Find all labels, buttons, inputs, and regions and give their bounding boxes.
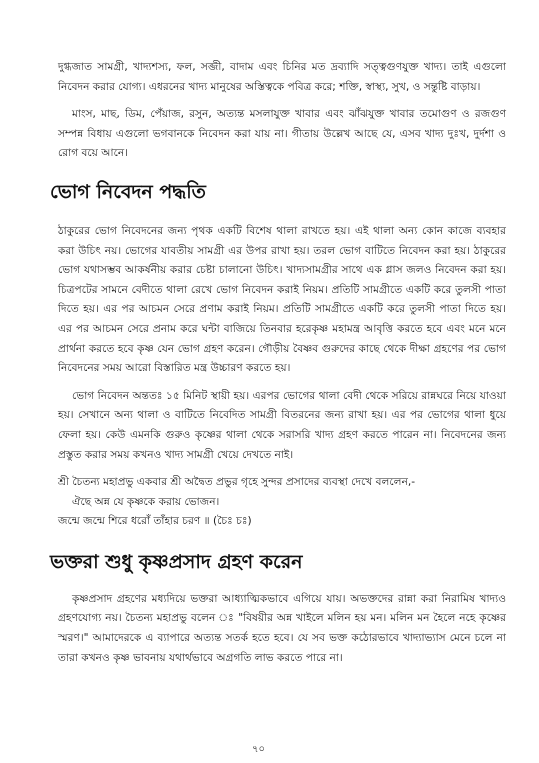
page-number: ৭০ — [252, 744, 266, 755]
heading-devotees-prasad: ভক্তরা শুধু কৃষ্ণপ্রসাদ গ্রহণ করেন — [50, 550, 303, 573]
quote-block — [58, 473, 506, 532]
paragraph-offering-duration: ভোগ নিবেদন অন্ততঃ ১৫ মিনিট স্থায়ী হয়। এরপর ভোগের থালা বেদী থেকে সরিয়ে রান্নঘরে নিয়ে যাওয়া হয়। সেখানে অন্য থালা ও বাটিতে নিবেদিত সামগ্রী বিতরনের জন্য রাখা হয়। এর পর ভোগের থালা ধুয়ে ফেলা হয়। কেউ এমনকি গুরুও কৃষ্ণের থালা থেকে সরাসরি খাদ্য গ্রহণ করতে পারেন না। নিবেদনের জন্য প্রস্তুত করার সময় কখনও খাদ্য সামগ্রী খেয়ে দেখতে নাই। — [58, 389, 506, 461]
paragraph-offering-method: ঠাকুরের ভোগ নিবেদনের জন্য পৃথক একটি বিশেষ থালা রাখতে হয়। এই থালা অন্য কোন কাজে ব্যবহার করা উচিৎ নয়। ভোগের যাবতীয় সামগ্রী এর উপর রাখা হয়। তরল ভোগ বাটিতে নিবেদন করা হয়। ঠাকুরের ভোগ যথাসম্ভব আকর্ষনীয় করার চেষ্টা চালানো উচিৎ। খাদ্যসামগ্রীর সাথে এক গ্লাস জলও নিবেদন করা হয়। চিত্রপটের সামনে বেদীতে থালা রেখে ভোগ নিবেদন করাই নিয়ম। প্রতিটি সামগ্রীতে একটি করে তুলসী পাতা দিতে হয়। এর পর আচমন সেরে প্রণাম করাই নিয়ম। প্রতিটি সামগ্রীতে একটি করে তুলসী পাতা দিতে হয়। এর পর আচমন সেরে প্রনাম করে ঘন্টা বাজিয়ে তিনবার হরেকৃষ্ণ মহামন্ত্র আবৃত্তি করতে হবে এবং মনে মনে প্রার্থনা করতে হবে কৃষ্ণ যেন ভোগ গ্রহণ করেন। গৌড়ীয় বৈষ্ণব গুরুদের কাছে থেকে দীক্ষা গ্রহণের পর ভোগ নিবেদনের সময় আরো বিস্তারিত মন্ত্র উচ্চারণ করতে হয়। — [58, 224, 506, 375]
page-content — [50, 58, 506, 668]
quote-line: ঐছে অন্ন যে কৃষ্ণকে করায় ভোজন। — [72, 495, 220, 508]
quote-line: শ্রী চৈতন্য মহাপ্রভু একবার শ্রী অদ্বৈত প্রভুর গৃহে সুন্দর প্রসাদের ব্যবস্থা দেখে বললেন,- — [58, 476, 416, 489]
paragraph-prasad: কৃষ্ণপ্রসাদ গ্রহণের মধ্যদিয়ে ভক্তরা আধ্যাত্মিকভাবে এগিয়ে যায়। অভক্তদের রান্না করা নিরামিষ খাদ্যও গ্রহণযোগ্য নয়। চৈতন্য মহাপ্রভু বলেন ঃ "বিষয়ীর অন্ন খাইলে মলিন হয় মন। মলিন মন হৈলে নহে কৃষ্ণের স্মরণ।" আমাদেরকে এ ব্যাপারে অত্যন্ত সতর্ক হতে হবে। যে সব ভক্ত কঠোরভাবে খাদ্যাভ্যাস মেনে চলে না তারা কখনও কৃষ্ণ ভাবনায় যথার্থভাবে অগ্রগতি লাভ করতে পারে না। — [58, 592, 506, 664]
quote-line: জন্মে জন্মে শিরে ধরোঁ তাঁহার চরণ ॥ (চৈঃ চঃ) — [58, 515, 252, 528]
heading-bhog-nivedan: ভোগ নিবেদন পদ্ধতি — [50, 180, 206, 203]
paragraph-sattvic-foods: দুগ্ধজাত সামগ্রী, খাদ্যশস্য, ফল, সব্জী, বাদাম এবং চিনির মত দ্রব্যাদি সত্ত্বগুণযুক্ত খাদ্য। তাই এগুলো নিবেদন করার যোগ্য। এধরনের খাদ্য মানুষের অস্তিত্বকে পবিত্র করে; শক্তি, স্বাস্থ্য, সুখ, ও সন্তুষ্টি বাড়ায়। — [58, 61, 506, 93]
paragraph-tamasic-foods: মাংস, মাছ, ডিম, পেঁয়াজ, রসুন, অত্যন্ত মসলাযুক্ত খাবার এবং ঝাঁঝযুক্ত খাবার তমোগুণ ও রজগুণ সম্পন্ন বিধায় এগুলো ভগবানকে নিবেদন করা যায় না। গীতায় উল্লেখ আছে যে, এসব খাদ্য দুঃখ, দুর্দশা ও রোগ বয়ে আনে। — [58, 108, 506, 160]
